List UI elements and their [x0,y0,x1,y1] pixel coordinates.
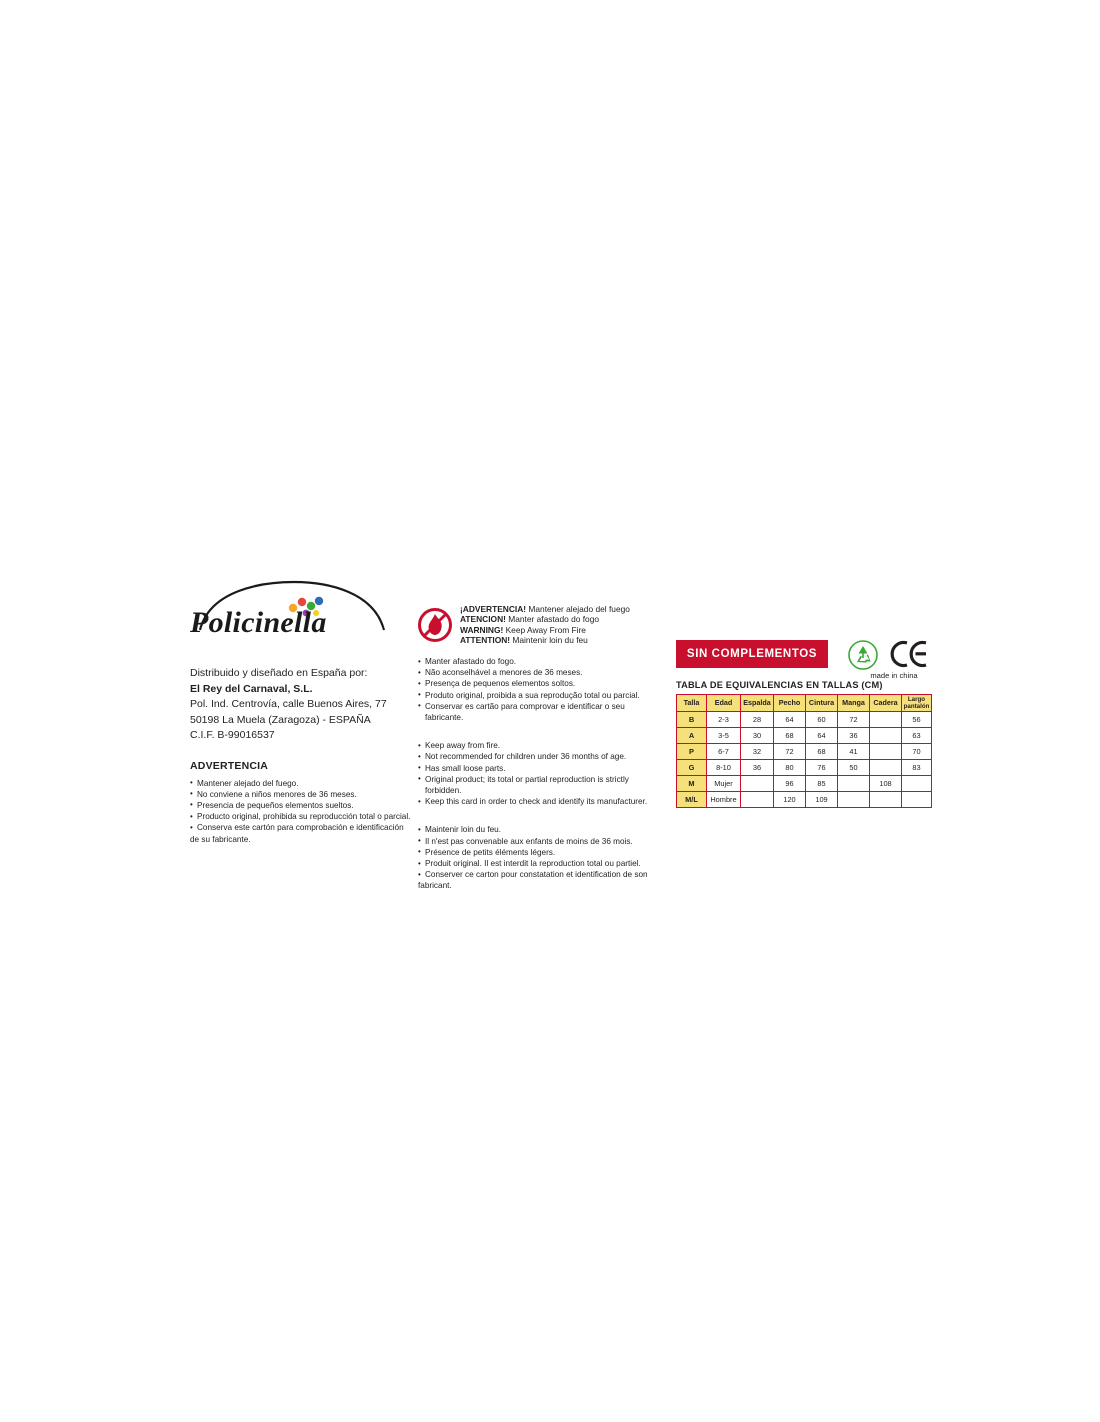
warning-list-fr [418,824,648,891]
list-item: • Not recommended for children under 36 months of age. [418,751,648,762]
warning-rest: Mantener alejado del fuego [526,604,630,614]
cell-pecho: 64 [774,712,806,728]
cell-talla: M [677,776,707,792]
warning-line [460,635,630,645]
cell-manga: 36 [838,728,870,744]
address-line-1: Pol. Ind. Centrovía, calle Buenos Aires, 77 [190,698,387,710]
list-item: • Conserver ce carton pour constatation et identification de son [418,869,648,880]
table-row [677,776,932,792]
brand-logo [190,580,390,650]
cell-pecho: 72 [774,744,806,760]
warning-list-fr-block [418,824,648,891]
cell-manga: 50 [838,760,870,776]
table-row [677,792,932,808]
left-column [190,580,430,845]
cell-talla: G [677,760,707,776]
warning-lead: ATTENTION! [460,635,511,646]
list-item: • Conservar es cartão para comprovar e identificar o seu fabricante. [418,701,648,723]
cell-manga [838,776,870,792]
warning-list-en [418,740,648,807]
warning-list-en-block [418,740,648,807]
warning-lead: ATENCION! [460,614,506,625]
list-item: • Não aconselhável a menores de 36 meses. [418,667,648,678]
list-item: de su fabricante. [190,834,251,844]
cell-largo: 70 [902,744,932,760]
table-row [677,760,932,776]
cell-manga: 72 [838,712,870,728]
column-header-cadera: Cadera [870,695,902,712]
cell-edad: 2-3 [707,712,741,728]
list-item: • Keep this card in order to check and identify its manufacturer. [418,796,648,807]
column-header-talla: Talla [677,695,707,712]
cell-espalda [741,792,774,808]
list-item: • Mantener alejado del fuego. [190,778,430,789]
cell-cintura: 68 [806,744,838,760]
cell-manga [838,792,870,808]
cell-manga: 41 [838,744,870,760]
cell-largo [902,792,932,808]
column-header-pecho: Pecho [774,695,806,712]
table-row [677,744,932,760]
warning-lead: WARNING! [460,624,504,635]
cell-pecho: 96 [774,776,806,792]
list-item: • No conviene a niños menores de 36 meses. [190,789,430,800]
list-item: • Maintenir loin du feu. [418,824,648,835]
list-item: • Presença de pequenos elementos soltos. [418,678,648,689]
list-item: • Keep away from fire. [418,740,648,751]
cell-cintura: 64 [806,728,838,744]
company-name: El Rey del Carnaval, S.L. [190,682,313,695]
cell-espalda [741,776,774,792]
cell-espalda: 36 [741,760,774,776]
made-in-china-label: made in china [870,671,918,680]
table-row [677,712,932,728]
cell-edad: Hombre [707,792,741,808]
cell-espalda: 30 [741,728,774,744]
recycle-icon [848,640,878,670]
cell-espalda: 28 [741,712,774,728]
list-item: • Presencia de pequeños elementos sueltos. [190,800,430,811]
column-header-manga: Manga [838,695,870,712]
column-header-largo-pantalon: Largo pantalón [902,695,932,712]
warning-list-es [190,778,430,845]
cell-cintura: 85 [806,776,838,792]
right-column [676,640,936,808]
cell-edad: 3-5 [707,728,741,744]
size-equivalence-table [676,694,932,808]
company-cif: C.I.F. B-99016537 [190,729,275,741]
warning-line [460,625,630,635]
cell-edad: Mujer [707,776,741,792]
list-item: • Conserva este cartón para comprobación e identificación [190,822,430,833]
table-row [677,728,932,744]
list-item: • Produit original. Il est interdit la reproduction total ou partiel. [418,858,648,869]
list-item: • Il n'est pas convenable aux enfants de moins de 36 mois. [418,836,648,847]
warning-rest: Keep Away From Fire [503,624,586,635]
warning-list-pt [418,656,648,723]
distributor-intro: Distribuido y diseñado en España por: [190,667,368,679]
cell-cadera: 108 [870,776,902,792]
cell-largo [902,776,932,792]
warning-heading: ADVERTENCIA [190,759,269,772]
certification-badges [848,638,940,686]
list-item: • Producto original, prohibida su reproducción total o parcial. [190,811,430,822]
list-item: • Produto original, proibida a sua reprodução total ou parcial. [418,690,648,701]
cell-edad: 6-7 [707,744,741,760]
warning-rest: Manter afastado do fogo [505,614,600,625]
cell-cintura: 109 [806,792,838,808]
warning-line [460,604,630,614]
cell-talla: A [677,728,707,744]
column-header-edad: Edad [707,695,741,712]
address-line-2: 50198 La Muela (Zaragoza) - ESPAÑA [190,713,371,726]
middle-column [418,604,648,892]
spacer [418,723,648,732]
cell-espalda: 32 [741,744,774,760]
column-header-espalda: Espalda [741,695,774,712]
list-item: • Présence de petits éléments légers. [418,847,648,858]
cell-cintura: 60 [806,712,838,728]
warning-line [460,614,630,624]
column-header-cintura: Cintura [806,695,838,712]
multilingual-warning-header [418,604,648,648]
no-fire-icon [418,606,452,644]
list-item: fabricant. [418,881,452,891]
sin-complementos-badge: SIN COMPLEMENTOS [676,640,828,668]
cell-talla: M/L [677,792,707,808]
cell-cadera [870,760,902,776]
cell-cadera [870,712,902,728]
cell-largo: 63 [902,728,932,744]
cell-largo: 56 [902,712,932,728]
spacer [418,807,648,816]
distributor-block [190,666,430,744]
cell-cadera [870,728,902,744]
brand-name: Policinella [190,606,327,639]
cell-pecho: 68 [774,728,806,744]
cell-cadera [870,744,902,760]
warning-list-pt-block [418,656,648,723]
warning-lead: ¡ADVERTENCIA! [460,604,527,614]
table-header-row [677,695,932,712]
size-table-title: TABLA DE EQUIVALENCIAS EN TALLAS (CM) [676,680,883,690]
cell-pecho: 120 [774,792,806,808]
cell-cintura: 76 [806,760,838,776]
list-item: • Original product; its total or partial reproduction is strictly forbidden. [418,774,648,796]
warning-languages [460,604,630,646]
warning-rest: Maintenir loin du feu [510,635,588,646]
cell-talla: B [677,712,707,728]
cell-pecho: 80 [774,760,806,776]
cell-cadera [870,792,902,808]
ce-mark-icon [890,640,930,668]
cell-largo: 83 [902,760,932,776]
cell-talla: P [677,744,707,760]
list-item: • Has small loose parts. [418,763,648,774]
list-item: • Manter afastado do fogo. [418,656,648,667]
cell-edad: 8-10 [707,760,741,776]
